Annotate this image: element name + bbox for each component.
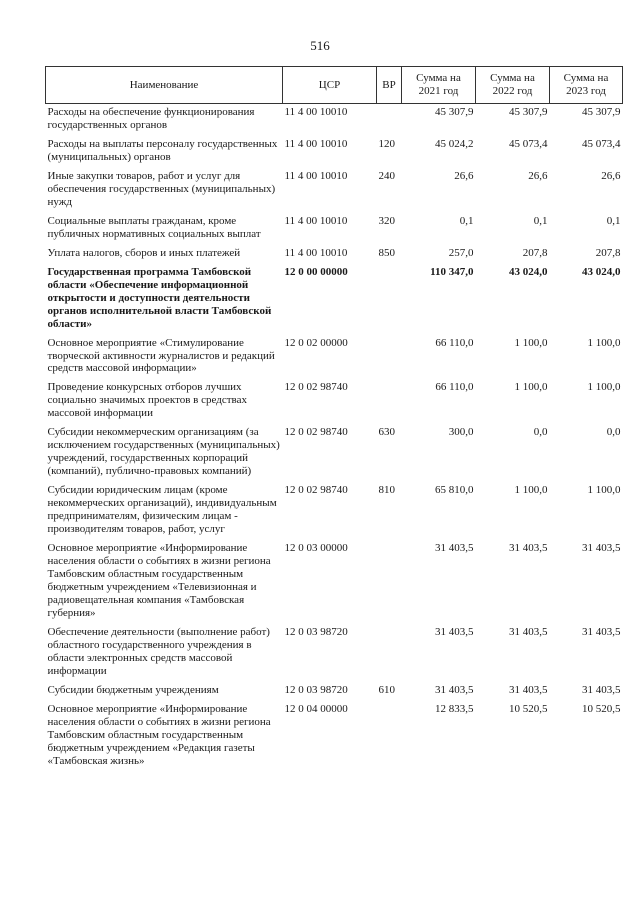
cell-sum-2023: 10 520,5 — [582, 702, 621, 715]
cell-name: Иные закупки товаров, работ и услуг для обеспечения государственных (муниципальных) нужд — [47, 169, 276, 208]
cell-name: Основное мероприятие «Информирование населения области о событиях в жизни региона Тамбовским областным государственным бюджетным учреждением «Телевизионная и радиовещательная компания «Тамбовская губерния» — [47, 542, 271, 619]
cell-sum-2023: 1 100,0 — [587, 336, 621, 349]
cell-sum-2022: 31 403,5 — [509, 542, 548, 555]
cell-csr: 12 0 03 98720 — [284, 625, 348, 638]
table-row — [46, 701, 623, 772]
budget-table — [45, 66, 623, 772]
cell-vr: 320 — [378, 214, 395, 227]
cell-sum-2021: 257,0 — [448, 246, 474, 259]
cell-vr: 810 — [378, 484, 395, 497]
cell-sum-2021: 45 024,2 — [435, 137, 474, 150]
cell-sum-2023: 31 403,5 — [582, 683, 621, 696]
table-row — [46, 482, 623, 540]
cell-name: Основное мероприятие «Информирование населения области о событиях в жизни региона Тамбовским областным государственным бюджетным учреждением «Редакция газеты «Тамбовская жизнь» — [47, 702, 271, 767]
cell-csr: 12 0 02 98740 — [284, 426, 348, 439]
cell-csr: 12 0 00 00000 — [284, 265, 348, 278]
table-body — [46, 104, 623, 772]
cell-sum-2021: 31 403,5 — [435, 683, 474, 696]
cell-sum-2021: 45 307,9 — [435, 106, 474, 118]
cell-sum-2023: 1 100,0 — [587, 381, 621, 394]
table-row — [46, 245, 623, 264]
cell-csr: 11 4 00 10010 — [284, 169, 348, 182]
cell-name: Обеспечение деятельности (выполнение работ) областного государственного учреждения в области электронных средств массовой информации — [47, 625, 270, 677]
cell-sum-2023: 45 073,4 — [582, 137, 621, 150]
cell-vr — [377, 379, 402, 424]
cell-sum-2022: 45 073,4 — [509, 137, 548, 150]
cell-sum-2023: 0,0 — [606, 426, 621, 439]
cell-name: Расходы на обеспечение функционирования государственных органов — [47, 106, 255, 131]
cell-sum-2021: 300,0 — [448, 426, 474, 439]
table-row — [46, 213, 623, 245]
table-row — [46, 335, 623, 380]
cell-name: Проведение конкурсных отборов лучших социально значимых проектов в средствах массовой информации — [47, 381, 247, 420]
header-csr: ЦСР — [283, 67, 377, 104]
cell-sum-2022: 1 100,0 — [514, 381, 548, 394]
cell-sum-2023: 45 307,9 — [582, 106, 621, 118]
cell-sum-2023: 31 403,5 — [582, 625, 621, 638]
table-row — [46, 168, 623, 213]
cell-sum-2021: 31 403,5 — [435, 625, 474, 638]
cell-vr — [377, 701, 402, 772]
cell-sum-2021: 66 110,0 — [435, 381, 474, 394]
cell-csr: 11 4 00 10010 — [284, 214, 348, 227]
cell-sum-2022: 0,1 — [533, 214, 548, 227]
cell-sum-2022: 0,0 — [533, 426, 548, 439]
cell-vr: 120 — [378, 137, 395, 150]
page-number: 516 — [310, 38, 330, 53]
table-row — [46, 104, 623, 136]
cell-name: Социальные выплаты гражданам, кроме публичных нормативных социальных выплат — [47, 214, 261, 240]
cell-csr: 12 0 02 98740 — [284, 381, 348, 394]
cell-sum-2021: 31 403,5 — [435, 542, 474, 555]
cell-name: Субсидии некоммерческим организациям (за исключением государственных (муниципальных) учреждений, государственных корпораций (компаний), публично-правовых компаний) — [47, 426, 280, 478]
header-name: Наименование — [46, 67, 283, 104]
cell-sum-2022: 1 100,0 — [514, 336, 548, 349]
header-sum-2022: Сумма на 2022 год — [476, 67, 550, 104]
cell-sum-2022: 26,6 — [528, 169, 548, 182]
table-row — [46, 379, 623, 424]
cell-sum-2022: 31 403,5 — [509, 683, 548, 696]
cell-sum-2021: 26,6 — [454, 169, 474, 182]
header-sum-2023: Сумма на 2023 год — [550, 67, 623, 104]
cell-sum-2022: 1 100,0 — [514, 484, 548, 497]
cell-name: Субсидии юридическим лицам (кроме некоммерческих организаций), индивидуальным предпринимателям, физическим лицам - производителям товаров, работ, услуг — [47, 484, 277, 536]
cell-vr: 630 — [378, 426, 395, 439]
cell-name: Расходы на выплаты персоналу государственных (муниципальных) органов — [47, 137, 278, 163]
cell-sum-2021: 66 110,0 — [435, 336, 474, 349]
cell-sum-2022: 31 403,5 — [509, 625, 548, 638]
cell-csr: 11 4 00 10010 — [284, 137, 348, 150]
cell-csr: 12 0 03 00000 — [284, 542, 348, 555]
cell-csr: 12 0 04 00000 — [284, 702, 348, 715]
table-row — [46, 682, 623, 701]
cell-vr — [377, 624, 402, 682]
cell-vr: 610 — [378, 683, 395, 696]
cell-name: Уплата налогов, сборов и иных платежей — [47, 246, 241, 259]
table-row — [46, 136, 623, 168]
cell-sum-2021: 0,1 — [459, 214, 474, 227]
table-row — [46, 424, 623, 482]
cell-sum-2021: 65 810,0 — [435, 484, 474, 497]
cell-sum-2021: 110 347,0 — [430, 265, 474, 278]
table-row — [46, 264, 623, 335]
header-sum-2021: Сумма на 2021 год — [402, 67, 476, 104]
header-vr: ВР — [377, 67, 402, 104]
cell-sum-2023: 31 403,5 — [582, 542, 621, 555]
cell-sum-2022: 10 520,5 — [509, 702, 548, 715]
cell-vr: 850 — [378, 246, 395, 259]
cell-sum-2022: 207,8 — [522, 246, 548, 259]
table-row — [46, 540, 623, 624]
cell-sum-2023: 26,6 — [601, 169, 621, 182]
cell-sum-2022: 43 024,0 — [509, 265, 548, 278]
cell-csr: 11 4 00 10010 — [284, 246, 348, 259]
cell-sum-2022: 45 307,9 — [509, 106, 548, 118]
cell-sum-2023: 0,1 — [606, 214, 621, 227]
cell-vr — [377, 264, 402, 335]
cell-csr: 11 4 00 10010 — [284, 106, 348, 118]
cell-sum-2023: 1 100,0 — [587, 484, 621, 497]
cell-sum-2021: 12 833,5 — [435, 702, 474, 715]
cell-name: Основное мероприятие «Стимулирование творческой активности журналистов и редакций средств массовой информации» — [47, 336, 275, 375]
cell-vr — [377, 540, 402, 624]
cell-csr: 12 0 03 98720 — [284, 683, 348, 696]
cell-vr — [377, 104, 402, 136]
cell-sum-2023: 43 024,0 — [582, 265, 621, 278]
cell-name: Субсидии бюджетным учреждениям — [47, 683, 219, 696]
cell-sum-2023: 207,8 — [595, 246, 621, 259]
cell-csr: 12 0 02 98740 — [284, 484, 348, 497]
cell-vr: 240 — [378, 169, 395, 182]
cell-name: Государственная программа Тамбовской области «Обеспечение информационной открытости и доступности деятельности органов исполнительной власти Тамбовской области» — [47, 265, 272, 330]
cell-vr — [377, 335, 402, 380]
cell-csr: 12 0 02 00000 — [284, 336, 348, 349]
table-row — [46, 624, 623, 682]
table-header — [46, 67, 623, 104]
